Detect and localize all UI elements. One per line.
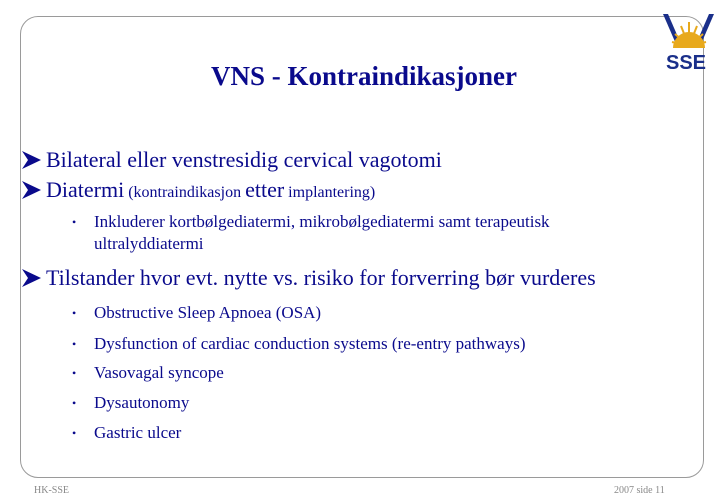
bullet-item: [20, 176, 375, 207]
bullet-text: Tilstander hvor evt. nytte vs. risiko for forverring bør vurderes: [46, 265, 596, 290]
sub-bullet-marker: •: [72, 396, 77, 410]
sub-bullet-marker: •: [72, 306, 77, 320]
bullet-text-main: Diatermi: [46, 177, 125, 202]
bullet-item: [20, 264, 596, 292]
sub-bullet-text: [94, 211, 550, 255]
sub-bullet-marker: •: [72, 337, 77, 351]
bullet-text: [46, 176, 375, 207]
bullet-item: [20, 146, 442, 174]
sub-bullet-item: [72, 211, 550, 255]
sub-bullet-item: [72, 362, 224, 384]
bullet-text-emphasis: etter: [245, 177, 285, 202]
sub-bullet-text: Vasovagal syncope: [94, 363, 224, 382]
footer-left: HK-SSE: [34, 485, 70, 496]
slide-title: VNS - Kontraindikasjoner: [210, 61, 518, 91]
arrowhead-bullet-icon: [20, 146, 46, 174]
sub-bullet-marker: •: [72, 366, 77, 380]
bullet-text: Bilateral eller venstresidig cervical vagotomi: [46, 147, 442, 172]
arrowhead-bullet-icon: [20, 264, 46, 292]
sub-bullet-marker: •: [72, 426, 77, 440]
sub-bullet-item: [72, 392, 189, 414]
logo-text: SSE: [665, 52, 707, 74]
sub-bullet-item: [72, 422, 181, 444]
sub-bullet-line: ultralyddiatermi: [94, 234, 204, 253]
sub-bullet-item: [72, 302, 321, 324]
sub-bullet-text: Dysautonomy: [94, 393, 190, 412]
footer-right: 2007 side 11: [614, 485, 665, 496]
sub-bullet-text: Gastric ulcer: [94, 423, 182, 442]
bullet-text-note: implantering): [284, 184, 376, 201]
sub-bullet-text: Dysfunction of cardiac conduction systems (re-entry pathways): [94, 334, 526, 353]
sub-bullet-text: Obstructive Sleep Apnoea (OSA): [94, 303, 322, 322]
bullet-text-note: (kontraindikasjon: [124, 184, 246, 201]
sub-bullet-item: [72, 333, 525, 355]
sub-bullet-line: Inkluderer kortbølgediatermi, mikrobølgediatermi samt terapeutisk: [94, 212, 550, 231]
arrowhead-bullet-icon: [20, 176, 46, 204]
sub-bullet-marker: •: [72, 215, 77, 229]
